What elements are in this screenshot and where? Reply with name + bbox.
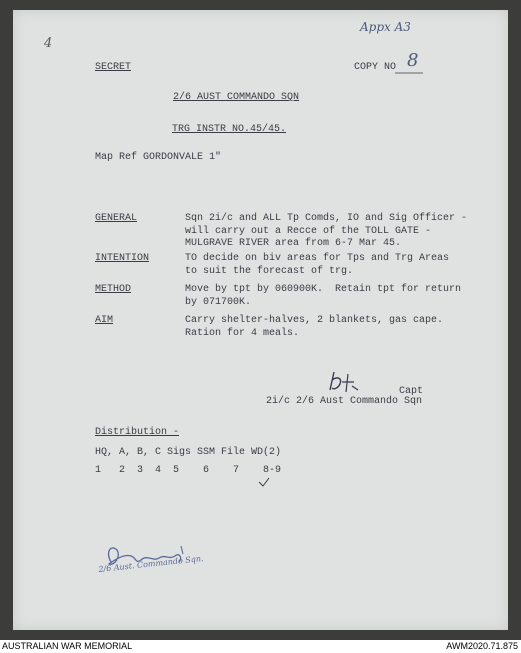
general-line-3: MULGRAVE RIVER area from 6-7 Mar 45. [185, 238, 402, 249]
distribution-recipients: HQ, A, B, C Sigs SSM File WD(2) [95, 447, 282, 458]
copy-label: COPY NO [354, 62, 397, 73]
classification: SECRET [95, 62, 132, 73]
section-body-general [185, 213, 467, 251]
archive-footer [0, 640, 521, 653]
general-line-2: will carry out a Recce of the TOLL GATE - [185, 225, 432, 237]
copy-number: 8 [407, 50, 419, 71]
section-body-method [185, 284, 461, 309]
archive-name: AUSTRALIAN WAR MEMORIAL [2, 641, 133, 651]
section-body-intention [185, 253, 449, 278]
aim-line-2: Ration for 4 meals. [185, 327, 300, 339]
appendix-note: Appx A3 [360, 20, 411, 34]
aim-line-1: Carry shelter-halves, 2 blankets, gas cape. [185, 315, 444, 326]
handwritten-signature [326, 368, 376, 398]
section-heading-method: METHOD [95, 284, 132, 295]
section-heading-intention: INTENTION [95, 253, 150, 264]
general-line-1: Sqn 2i/c and ALL Tp Comds, IO and Sig Officer - [185, 213, 468, 224]
method-line-1: Move by tpt by 060900K. Retain tpt for return [185, 284, 462, 295]
archive-reference: AWM2020.71.875 [446, 641, 518, 651]
distribution-copy-numbers: 1 2 3 4 5 6 7 8-9 [95, 465, 282, 476]
stamp-text: 2/6 Aust. Commando Sqn. [98, 553, 204, 574]
distribution-heading: Distribution - [95, 427, 180, 438]
signatory-rank: Capt [399, 386, 424, 397]
intention-line-1: TO decide on biv areas for Tps and Trg Areas [185, 253, 450, 264]
instruction-number: TRG INSTR NO.45/45. [172, 124, 287, 135]
intention-line-2: to suit the forecast of trg. [185, 265, 354, 277]
copy-number-underline [395, 71, 425, 75]
map-reference: Map Ref GORDONVALE 1" [95, 152, 222, 163]
unit-title: 2/6 AUST COMMANDO SQN [173, 92, 300, 103]
signatory-appointment: 2i/c 2/6 Aust Commando Sqn [266, 396, 423, 407]
tick-mark [258, 476, 270, 488]
margin-mark: 4 [44, 36, 53, 51]
section-body-aim [185, 315, 443, 340]
section-heading-general: GENERAL [95, 213, 138, 224]
section-heading-aim: AIM [95, 315, 114, 326]
method-line-2: by 071700K. [185, 296, 252, 308]
